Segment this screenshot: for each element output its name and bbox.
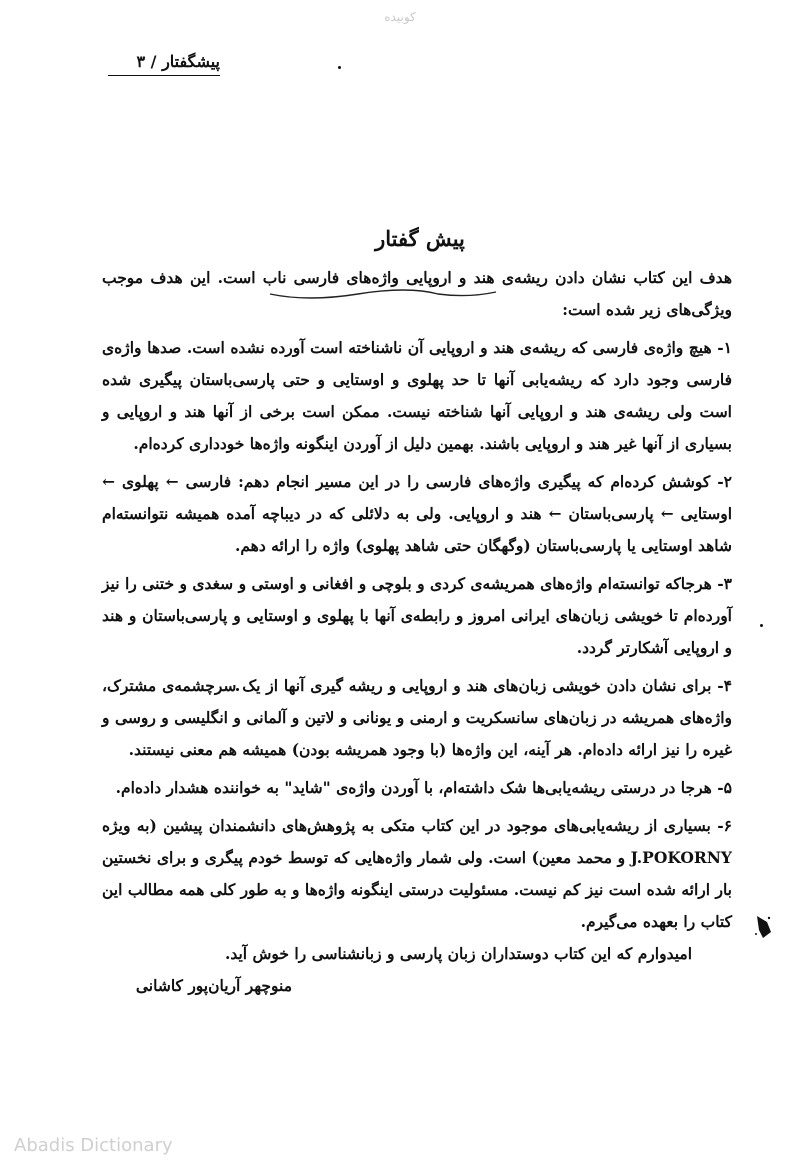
watermark-bottom: Abadis Dictionary xyxy=(14,1135,173,1156)
list-item: ۵- هرجا در درستی ریشه‌یابی‌ها شک داشته‌ام، با آوردن واژه‌ی "شاید" به خواننده هشدار داده‌ام. xyxy=(115,778,732,797)
stray-mark xyxy=(760,624,763,627)
running-header: پیشگفتار / ۳ xyxy=(108,52,220,76)
preface-body xyxy=(102,262,732,1002)
author-signature: منوچهر آریان‌پور کاشانی xyxy=(135,976,292,995)
page-title: پیش گفتار xyxy=(375,226,465,251)
list-item: ۴- برای نشان دادن خویشی زبان‌های هند و اروپایی و ریشه گیری آنها از یک سرچشمه‌ی مشترک، واژه‌های همریشه در زبان‌های سانسکریت و ارمنی و یونانی و لاتین و آلمانی و انگلیسی و روسی و غیره را نیز ارائه داده‌ام. هر آینه، این واژه‌ها (با وجود همریشه بودن) همیشه هم معنی نیستند. xyxy=(102,676,732,759)
intro-paragraph: هدف این کتاب نشان دادن ریشه‌ی هند و اروپایی واژه‌های فارسی ناب است. این هدف موجب ویژگی‌های زیر شده است: xyxy=(102,268,732,319)
watermark-top: کوبیده xyxy=(384,10,416,24)
list-item: ۳- هرجاکه توانسته‌ام واژه‌های همریشه‌ی کردی و بلوچی و افغانی و اوستی و سغدی و ختنی را نیز آورده‌ام تا خویشی زبان‌های ایرانی امروز و رابطه‌ی آنها با پهلوی و اوستایی و پارسی‌باستان و هند و اروپایی آشکارتر گردد. xyxy=(102,574,732,657)
stray-mark xyxy=(338,66,341,69)
list-item: ۲- کوشش کرده‌ام که پیگیری واژه‌های فارسی را در این مسیر انجام دهم: فارسی ← پهلوی ← اوستایی ← پارسی‌باستان ← هند و اروپایی. ولی به دلائلی که در دیباچه آمده همیشه نتوانسته‌ام شاهد اوستایی یا پارسی‌باستان (وگهگان حتی شاهد پهلوی) واژه را ارائه دهم. xyxy=(102,472,732,555)
closing-sentence: امیدوارم که این کتاب دوستداران زبان پارسی و زبانشناسی را خوش آید. xyxy=(224,944,692,963)
list-item: ۱- هیچ واژه‌ی فارسی که ریشه‌ی هند و اروپایی آن ناشناخته است آورده نشده است. صدها واژه‌ی فارسی وجود دارد که ریشه‌یابی آنها تا حد پهلوی و اوستایی و حتی پارسی‌باستان پیگیری شده است ولی ریشه‌ی هند و اروپایی آنها شناخته نیست. ممکن است برخی از آنها هند و اروپایی و بسیاری از آنها غیر هند و اروپایی باشند. بهمین دلیل از آوردن اینگونه واژه‌ها خودداری کرده‌ام. xyxy=(102,338,732,453)
ink-blot-mark xyxy=(753,912,775,942)
list-item: ۶- بسیاری از ریشه‌یابی‌های موجود در این کتاب متکی به پژوهش‌های دانشمندان پیشین (به ویژه J.POKORNY و محمد معین) است. ولی شمار واژه‌هایی که توسط خودم پیگری و برای نخستین بار ارائه شده است نیز کم نیست. مسئولیت درستی اینگونه واژه‌ها و به طور کلی همه مطالب این کتاب را بعهده می‌گیرم. xyxy=(102,816,732,931)
